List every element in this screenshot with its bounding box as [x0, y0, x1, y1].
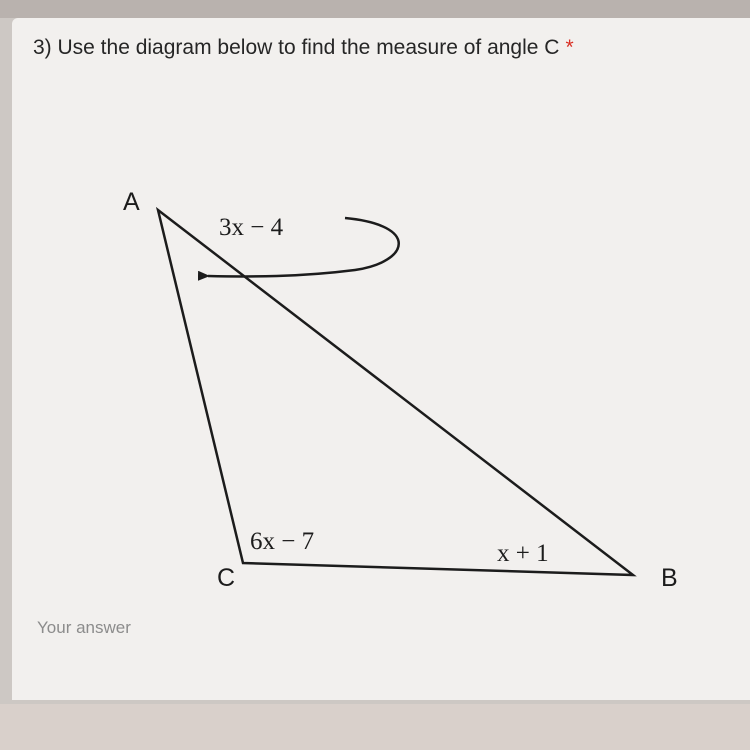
- angle-label-c: 6x − 7: [250, 528, 315, 555]
- required-asterisk: *: [565, 36, 574, 59]
- angle-label-b: x + 1: [497, 540, 549, 567]
- vertex-label-a: A: [123, 188, 140, 216]
- triangle-abc: [158, 210, 633, 575]
- angle-label-a: 3x − 4: [219, 214, 284, 241]
- answer-placeholder: Your answer: [37, 618, 131, 637]
- question-text: 3) Use the diagram below to find the measure of angle C: [33, 36, 560, 59]
- vertex-label-c: C: [217, 564, 236, 592]
- answer-input[interactable]: [37, 618, 337, 645]
- vertex-label-b: B: [661, 564, 678, 592]
